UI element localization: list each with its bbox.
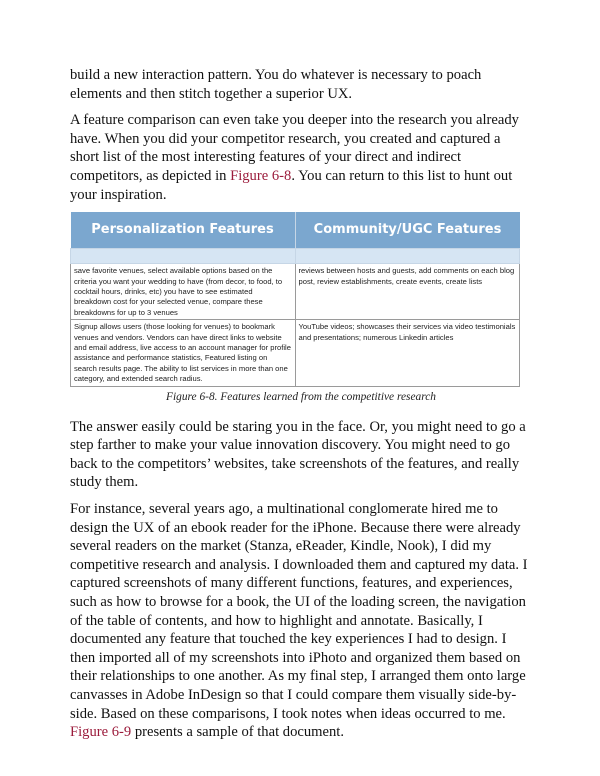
table-cell: YouTube videos; showcases their services via video testimonials and presentations; numerous Linkedin articles (295, 320, 520, 386)
header-community: Community/UGC Features (295, 212, 520, 249)
band-cell (71, 249, 296, 264)
figure-caption: Figure 6-8. Features learned from the competitive research (166, 390, 436, 403)
table-cell: Signup allows users (those looking for venues) to bookmark venues and vendors. Vendors can have direct links to website and email address, live access to an account manager for profile assistance and performance statistics, Featured listing on search results page. The ability to list services in more than one category, and extended search radius. (71, 320, 296, 386)
paragraph-2-text-a: A feature comparison can even take you deeper into the research you already have. When you did your competitor research, you created and captured a short list of the most interesting features of your direct and indirect competitors, as depicted in (70, 112, 519, 184)
table-header-row (71, 212, 520, 249)
paragraph-2 (70, 111, 532, 204)
paragraph-4-text-a: For instance, several years ago, a multinational conglomerate hired me to design the UX of an ebook reader for the iPhone. Because there were already several readers on the market (Stanza, eReader, Kindle, Nook), I did my competitive research and analysis. I downloaded them and captured my data. I captured screenshots of many different functions, features, and experiences, such as how to browse for a book, the UI of the loading screen, the navigation of the table of contents, and how to highlight and annotate. Basically, I documented any feature that touched the key experiences I had to design. I then imported all of my screenshots into iPhoto and organized them based on their relationships to one another. As my final step, I arranged them onto large canvasses in Adobe InDesign so that I could compare them visually side-by-side. Based on these comparisons, I took notes when ideas occurred to me. (70, 501, 528, 722)
table-row (71, 320, 520, 386)
paragraph-1: build a new interaction pattern. You do whatever is necessary to poach elements and then stitch together a superior UX. (70, 67, 482, 102)
header-personalization: Personalization Features (71, 212, 296, 249)
paragraph-3: The answer easily could be staring you in the face. Or, you might need to go a step farther to make your value innovation discovery. You might need to go back to the competitors’ websites, take screenshots of the features, and really study them. (70, 418, 526, 491)
document-page (70, 66, 532, 750)
paragraph-4-text-b: presents a sample of that document. (131, 724, 344, 741)
table-cell: reviews between hosts and guests, add comments on each blog post, review establishments, create events, create lists (295, 264, 520, 320)
figure-6-9-link[interactable]: Figure 6-9 (70, 724, 132, 741)
table-row (71, 264, 520, 320)
figure-6-8-link[interactable]: Figure 6-8 (230, 167, 292, 184)
features-table (70, 212, 520, 386)
paragraph-4 (70, 500, 532, 742)
table-band-row (71, 249, 520, 264)
table-cell: save favorite venues, select available options based on the criteria you want your wedding to have (from decor, to food, to cocktail hours, drinks, etc) you have to see estimated breakdown cost for your selected venue, compare these breakdowns for up to 3 venues (71, 264, 296, 320)
band-cell (295, 249, 520, 264)
paragraph-2-text-b: . You can return to this list to hunt out your inspiration. (70, 167, 513, 203)
figure-6-8 (70, 212, 520, 386)
